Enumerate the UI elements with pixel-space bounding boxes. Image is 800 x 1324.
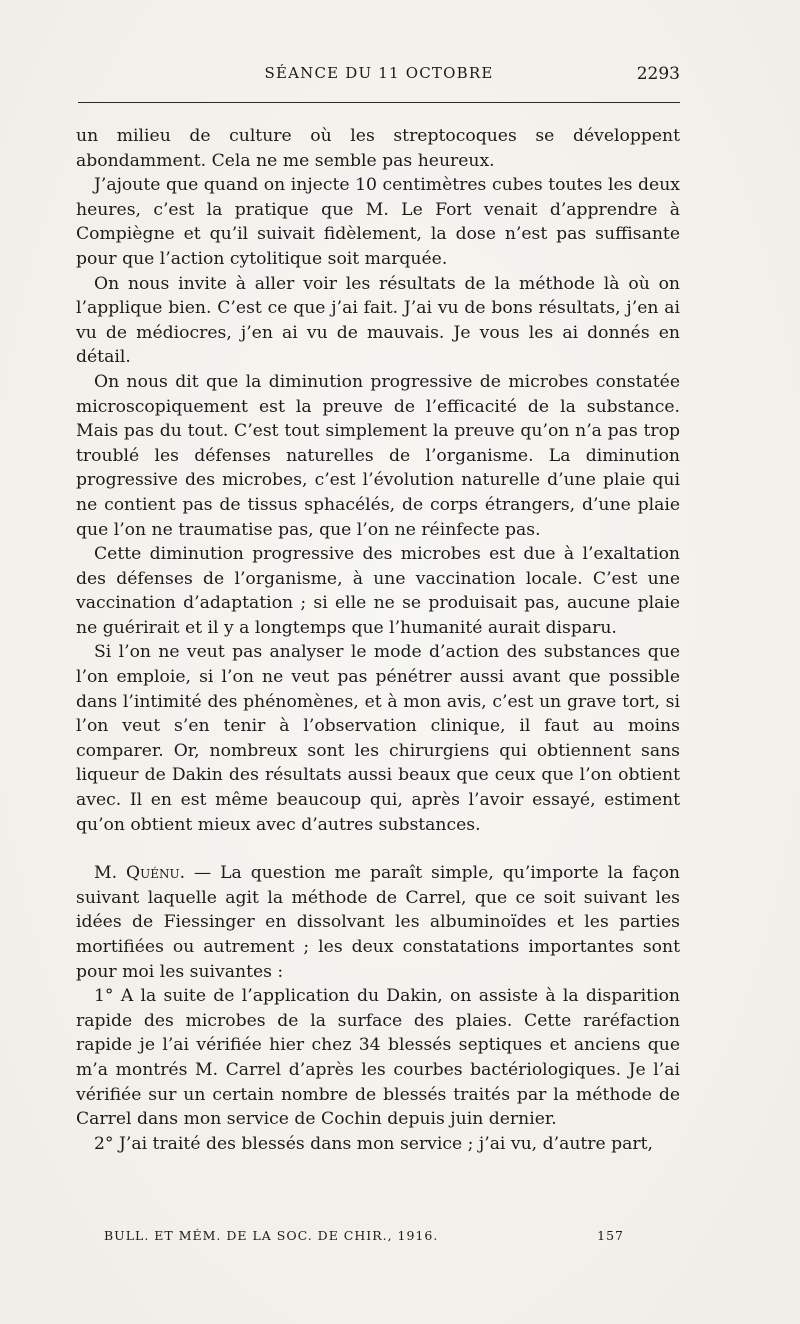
header-rule [78, 102, 680, 103]
journal-reference: BULL. ET MÉM. DE LA SOC. DE CHIR., 1916. [104, 1228, 439, 1243]
paragraph: On nous invite à aller voir les résultats de la méthode là où on l’applique bien. C’est ce que j’ai fait. J’ai vu de bons résultats, j’en ai vu de médiocres, j’en ai vu de mauvais. Je vous les ai donnés en détail. [76, 273, 680, 368]
signature-number: 157 [597, 1228, 624, 1243]
body-text [76, 124, 680, 1156]
paragraph: J’ajoute que quand on injecte 10 centimètres cubes toutes les deux heures, c’est la pratique que M. Le Fort venait d’apprendre à Compiègne et qu’il suivait fidèlement, la dose n’est pas suffisante pour que l’action cytolitique soit marquée. [76, 175, 680, 269]
point-1: 1° A la suite de l’application du Dakin, on assiste à la disparition rapide des microbes de la surface des plaies. Cette raréfaction rapide je l’ai vérifiée hier chez 34 blessés septiques et anciens que m’a montrés M. Carrel d’après les courbes bactériologiques. Je l’ai vérifiée sur un certain nombre de blessés traités par la méthode de Carrel dans mon service de Cochin depuis juin dernier. [76, 986, 680, 1130]
paragraph: On nous dit que la diminution progressive de microbes constatée microscopiquement est la preuve de l’efficacité de la substance. Mais pas du tout. C’est tout simplement la preuve qu’on n’a pas trop troublé les défenses naturelles de l’organisme. La diminution progressive des microbes, c’est l’évolution naturelle d’une plaie qui ne contient pas de tissus sphacélés, de corps étrangers, d’une plaie que l’on ne traumatise pas, que l’on ne réinfecte pas. [76, 371, 680, 540]
quenu-paragraph [76, 861, 680, 984]
paragraph: Si l’on ne veut pas analyser le mode d’action des substances que l’on emploie, si l’on ne veut pas pénétrer aussi avant que possible dans l’intimité des phénomènes, et à mon avis, c’est un grave tort, si l’on veut s’en tenir à l’observation clinique, il faut au moins comparer. Or, nombreux sont les chirurgiens qui obtiennent sans liqueur de Dakin des résultats aussi beaux que ceux que l’on obtient avec. Il en est même beaucoup qui, après l’avoir essayé, estiment qu’on obtient mieux avec d’autres substances. [76, 642, 680, 835]
paragraph: Cette diminution progressive des microbes est due à l’exaltation des défenses de l’organisme, à une vaccination locale. C’est une vaccination d’adaptation ; si elle ne se produisait pas, aucune plaie ne guérirait et il y a longtemps que l’humanité aurait disparu. [76, 544, 680, 638]
paragraph: un milieu de culture où les streptocoques se développent abondamment. Cela ne me semble pas heureux. [76, 126, 680, 171]
point-2: 2° J’ai traité des blessés dans mon service ; j’ai vu, d’autre part, [94, 1133, 653, 1154]
speaker-name: M. Quénu. [94, 863, 186, 884]
quenu-text: — La question me paraît simple, qu’importe la façon suivant laquelle agit la méthode de Carrel, que ce soit suivant les idées de Fiessinger en dissolvant les albuminoïdes et les parties mortifiées ou autrement ; les deux constatations importantes sont pour moi les suivantes : [76, 863, 681, 982]
page-number: 2293 [636, 64, 680, 84]
page-header [78, 64, 680, 90]
running-title: SÉANCE DU 11 OCTOBRE [264, 64, 494, 82]
